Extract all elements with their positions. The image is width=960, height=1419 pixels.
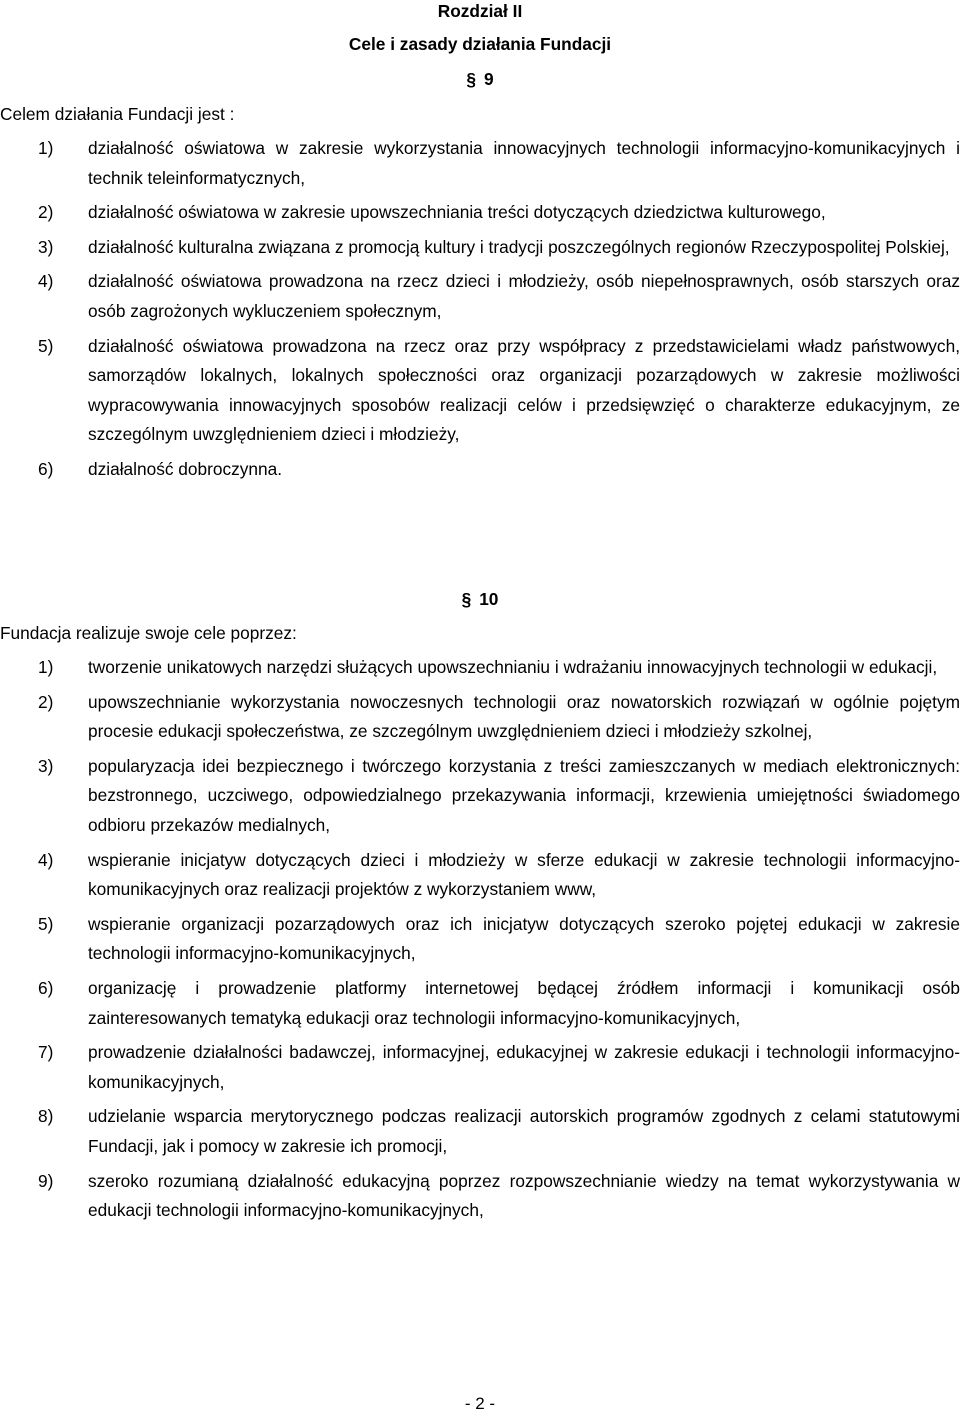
list-item — [0, 846, 960, 905]
list-item — [0, 688, 960, 747]
list-item-text: działalność dobroczynna. — [88, 458, 283, 479]
list-item-number: 6) — [38, 458, 54, 479]
list-item-text: szeroko rozumianą działalność edukacyjną poprzez rozpowszechnianie wiedzy na temat wykorzystywania w edukacji technologii informacyjno-komunikacyjnych, — [88, 1170, 960, 1221]
list-item-number: 4) — [38, 271, 54, 292]
list-item-number: 5) — [38, 335, 54, 356]
list-item — [0, 267, 960, 326]
list-item-text: tworzenie unikatowych narzędzi służących upowszechnianiu i wdrażaniu innowacyjnych technologii w edukacji, — [88, 657, 938, 677]
section-9-list — [0, 134, 960, 490]
list-item-number: 1) — [38, 138, 54, 158]
chapter-heading: Rozdział II — [437, 1, 523, 21]
chapter-title: Cele i zasady działania Fundacji — [348, 34, 612, 54]
list-item-number: 4) — [38, 849, 54, 870]
section-number: 10 — [479, 589, 499, 609]
list-item — [0, 332, 960, 450]
list-item-text: prowadzenie działalności badawczej, informacyjnej, edukacyjnej w zakresie edukacji i technologii informacyjno-komunikacyjnych, — [88, 1042, 960, 1092]
list-item-number: 6) — [38, 977, 54, 998]
list-item — [0, 1167, 960, 1226]
list-item-text: działalność oświatowa w zakresie upowszechniania treści dotyczących dziedzictwa kulturowego, — [88, 202, 826, 223]
section-10-intro: Fundacja realizuje swoje cele poprzez: — [0, 623, 297, 643]
list-item-text: działalność kulturalna związana z promocją kultury i tradycji poszczególnych regionów Rzeczypospolitej Polskiej, — [88, 236, 950, 257]
section-number: 9 — [484, 69, 494, 89]
list-item — [0, 752, 960, 841]
section-10-list — [0, 653, 960, 1231]
list-item-number: 5) — [38, 913, 54, 934]
section-symbol: § — [461, 589, 472, 609]
list-item — [0, 198, 960, 228]
list-item-text: udzielanie wsparcia merytorycznego podczas realizacji autorskich programów zgodnych z celami statutowymi Fundacji, jak i pomocy w zakresie ich promocji, — [88, 1106, 960, 1156]
list-item — [0, 233, 960, 263]
list-item-number: 2) — [38, 691, 54, 712]
list-item-number: 3) — [38, 755, 54, 776]
list-item-number: 2) — [38, 202, 54, 223]
list-item-number: 9) — [38, 1170, 54, 1191]
list-item-text: upowszechnianie wykorzystania nowoczesnych technologii oraz nowatorskich rozwiązań w ogólnie pojętym procesie edukacji społeczeństwa, ze szczególnym uwzględnieniem dzieci i młodzieży szkolnej, — [88, 691, 960, 742]
list-item-text: wspieranie inicjatyw dotyczących dzieci i młodzieży w sferze edukacji w zakresie technologii informacyjno-komunikacyjnych oraz realizacji projektów z wykorzystaniem www, — [88, 849, 960, 900]
list-item-number: 1) — [38, 657, 54, 677]
list-item-text: działalność oświatowa prowadzona na rzecz oraz przy współpracy z przedstawicielami władz państwowych, samorządów lokalnych, lokalnych społeczności oraz organizacji pozarządowych w zakresie możliwości wypracowywania innowacyjnych sposobów realizacji celów i przedsięwzięć o charakterze edukacyjnym, ze szczególnym uwzględnieniem dzieci i młodzieży, — [88, 335, 960, 445]
section-9-heading — [0, 65, 960, 95]
list-item-number: 8) — [38, 1106, 54, 1127]
section-10-heading — [0, 585, 960, 615]
list-item-text: popularyzacja idei bezpiecznego i twórczego korzystania z treści zamieszczanych w mediach elektronicznych: bezstronnego, uczciwego, odpowiedzialnego przekazywania informacji, krzewienia umiejętności świadomego odbioru przekazów medialnych, — [88, 755, 960, 835]
list-item-text: działalność oświatowa w zakresie wykorzystania innowacyjnych technologii informacyjno-komunikacyjnych i technik teleinformatycznych, — [88, 138, 960, 188]
section-9-intro: Celem działania Fundacji jest : — [0, 104, 235, 124]
list-item — [0, 134, 960, 193]
list-item-text: wspieranie organizacji pozarządowych oraz ich inicjatyw dotyczących szeroko pojętej edukacji w zakresie technologii informacyjno-komunikacyjnych, — [88, 913, 960, 964]
page-number: - 2 - — [464, 1394, 496, 1413]
list-item — [0, 653, 960, 683]
list-item — [0, 1038, 960, 1097]
list-item-text: organizację i prowadzenie platformy internetowej będącej źródłem informacji i komunikacji osób zainteresowanych tematyką edukacji oraz technologii informacyjno-komunikacyjnych, — [88, 977, 960, 1028]
list-item — [0, 1102, 960, 1161]
list-item — [0, 910, 960, 969]
list-item-text: działalność oświatowa prowadzona na rzecz dzieci i młodzieży, osób niepełnosprawnych, osób starszych oraz osób zagrożonych wykluczeniem społecznym, — [88, 271, 960, 321]
list-item — [0, 974, 960, 1033]
list-item — [0, 455, 960, 485]
list-item-number: 7) — [38, 1042, 54, 1063]
section-symbol: § — [466, 69, 476, 89]
list-item-number: 3) — [38, 236, 54, 257]
